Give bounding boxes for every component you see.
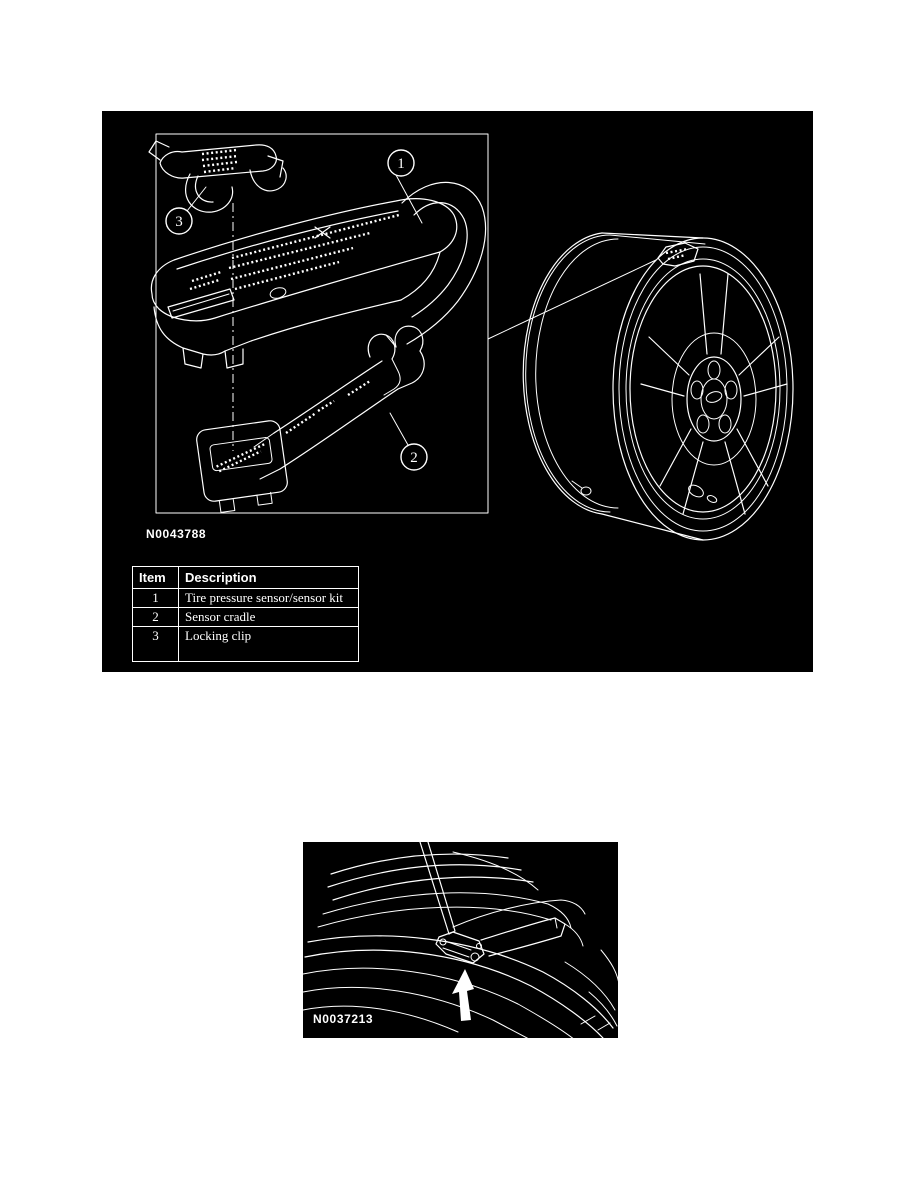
legend-row-2 xyxy=(133,608,359,627)
sensor-cradle-drawing xyxy=(195,326,424,514)
figure-sensor-installed xyxy=(303,842,618,1038)
callouts xyxy=(166,150,427,470)
callout-2-leader xyxy=(390,413,408,445)
locking-clip-drawing xyxy=(149,141,286,212)
detail-box-outline xyxy=(156,134,488,513)
legend-row-1 xyxy=(133,589,359,608)
legend-header-item: Item xyxy=(133,567,179,589)
tire-pressure-sensor-drawing xyxy=(151,182,485,368)
figure2-part-number: N0037213 xyxy=(313,1012,374,1026)
legend-row-2-item: 2 xyxy=(133,608,179,627)
legend-row-1-description: Tire pressure sensor/sensor kit xyxy=(179,589,359,608)
legend-table xyxy=(132,566,359,662)
figure1-part-number: N0043788 xyxy=(146,527,207,541)
callout-2-number: 2 xyxy=(410,450,418,466)
callout-1-number: 1 xyxy=(397,156,405,172)
legend-row-3-description: Locking clip xyxy=(179,627,359,662)
legend-header-row xyxy=(133,567,359,589)
legend-header-description: Description xyxy=(179,567,359,589)
legend-row-2-description: Sensor cradle xyxy=(179,608,359,627)
valve-stem-drawing xyxy=(420,842,455,934)
rim-opening-outline xyxy=(481,918,583,956)
installed-sensor-drawing xyxy=(436,932,484,963)
legend-row-1-item: 1 xyxy=(133,589,179,608)
pointer-arrow xyxy=(452,969,474,1021)
sensor-installed-illustration xyxy=(303,842,618,1038)
callout-3-number: 3 xyxy=(175,214,183,230)
wheel-drawing xyxy=(488,233,793,540)
figure-sensor-kit xyxy=(102,111,813,672)
legend-row-3-item: 3 xyxy=(133,627,179,662)
tire-upper-arcs xyxy=(318,852,585,928)
wheel-center-cap-logo xyxy=(705,390,723,404)
legend-row-3 xyxy=(133,627,359,662)
